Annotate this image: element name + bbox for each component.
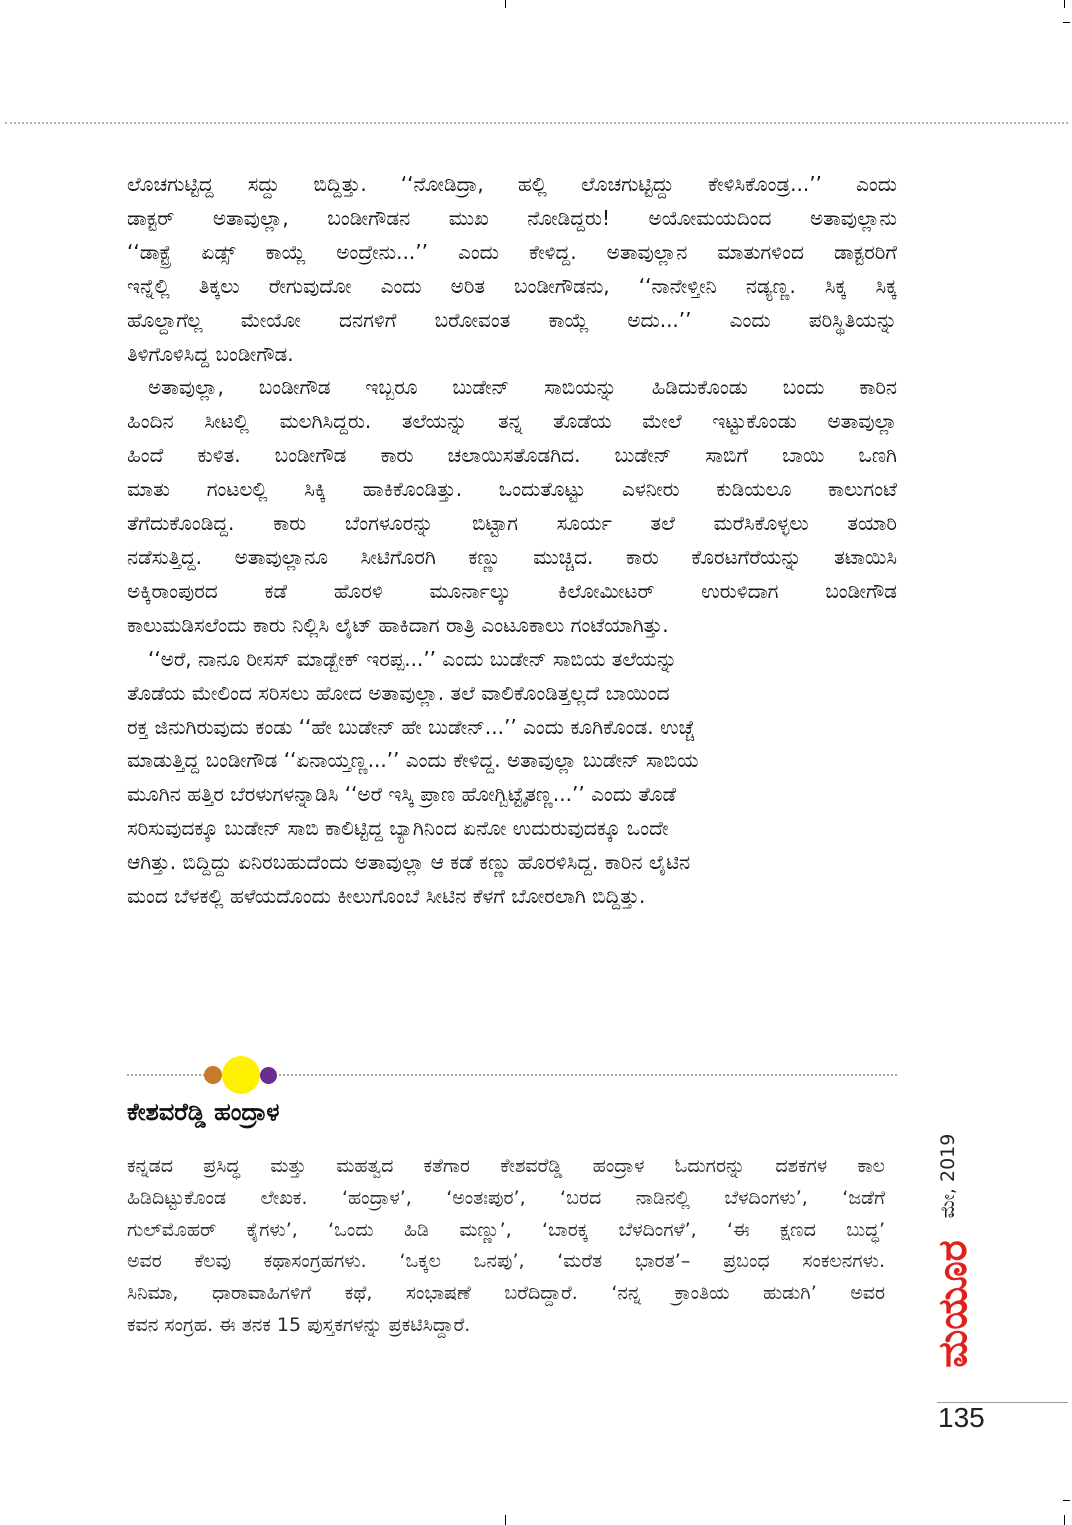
story-paragraph-1 xyxy=(127,168,897,371)
orange-dot-ornament xyxy=(204,1066,222,1084)
bio-line: ಅವರ ಕೆಲವು ಕಥಾಸಂಗ್ರಹಗಳು. ‘ಒಕ್ಕಲ ಒನಪು’, ‘ಮರೆತ ಭಾರತ’– ಪ್ರಬಂಧ ಸಂಕಲನಗಳು. xyxy=(127,1250,885,1273)
story-paragraph-2 xyxy=(127,371,897,642)
crop-mark xyxy=(505,0,506,8)
author-bio xyxy=(127,1151,885,1342)
top-dotted-rule xyxy=(5,122,1068,124)
story-paragraph-3 xyxy=(127,643,897,914)
story-line: ಅತಾವುಲ್ಲಾ, ಬಂಡೀಗೌಡ ಇಬ್ಬರೂ ಬುಡೇನ್ ಸಾಬಿಯನ್ನು ಹಿಡಿದುಕೊಂಡು ಬಂದು ಕಾರಿನ xyxy=(148,375,897,400)
issue-date: ಮೇ, 2019 xyxy=(937,1133,959,1219)
crop-mark xyxy=(1063,1500,1070,1501)
story-line: ಮಾಡುತ್ತಿದ್ದ ಬಂಡೀಗೌಡ ‘‘ಏನಾಯ್ತಣ್ಣ...’’ ಎಂದು ಕೇಳಿದ್ದ. ಅತಾವುಲ್ಲಾ ಬುಡೇನ್ ಸಾಬಿಯ xyxy=(127,748,699,773)
bio-line: ಕನ್ನಡದ ಪ್ರಸಿದ್ಧ ಮತ್ತು ಮಹತ್ವದ ಕತೆಗಾರ ಕೇಶವರೆಡ್ಡಿ ಹಂದ್ರಾಳ ಓದುಗರನ್ನು ದಶಕಗಳ ಕಾಲ xyxy=(127,1155,885,1177)
crop-mark xyxy=(1064,1515,1065,1525)
story-line: ಆಗಿತ್ತು. ಬಿದ್ದಿದ್ದು ಏನಿರಬಹುದೆಂದು ಅತಾವುಲ್ಲಾ ಆ ಕಡೆ ಕಣ್ಣು ಹೊರಳಿಸಿದ್ದ. ಕಾರಿನ ಲೈಟಿನ xyxy=(127,850,691,875)
story-line: ಸರಿಸುವುದಕ್ಕೂ ಬುಡೇನ್ ಸಾಬಿ ಕಾಲಿಟ್ಟಿದ್ದ ಬ್ಯಾಗಿನಿಂದ ಏನೋ ಉದುರುವುದಕ್ಕೂ ಒಂದೇ xyxy=(127,816,669,841)
yellow-dot-ornament xyxy=(222,1056,260,1094)
author-name: ಕೇಶವರೆಡ್ಡಿ ಹಂದ್ರಾಳ xyxy=(127,1098,280,1126)
page-number: 135 xyxy=(938,1402,985,1433)
bio-line: ಹಿಡಿದಿಟ್ಟುಕೊಂಡ ಲೇಖಕ. ‘ಹಂದ್ರಾಳ’, ‘ಅಂತಃಪುರ’, ‘ಬರದ ನಾಡಿನಲ್ಲಿ ಬೆಳದಿಂಗಳು’, ‘ಜಡೆಗೆ xyxy=(127,1186,885,1209)
crop-mark xyxy=(1064,0,1065,8)
story-line: ಹೊಲ್ದಾಗೆಲ್ಲ ಮೇಯೋ ದನಗಳಿಗೆ ಬರೋವಂತ ಕಾಯ್ಲೆ ಅದು...’’ ಎಂದು ಪರಿಸ್ಥಿತಿಯನ್ನು xyxy=(127,307,897,332)
story-line: ಲೊಚಗುಟ್ಟಿದ್ದ ಸದ್ದು ಬಿದ್ದಿತ್ತು. ‘‘ನೋಡಿದ್ರಾ, ಹಲ್ಲಿ ಲೊಚಗುಟ್ಟಿದ್ದು ಕೇಳಿಸಿಕೊಂಡ್ರ...’’ ಎಂದು xyxy=(127,172,897,196)
bio-line: ಸಿನಿಮಾ, ಧಾರಾವಾಹಿಗಳಿಗೆ ಕಥೆ, ಸಂಭಾಷಣೆ ಬರೆದಿದ್ದಾರೆ. ‘ನನ್ನ ಕ್ರಾಂತಿಯ ಹುಡುಗಿ’ ಅವರ xyxy=(127,1282,885,1305)
story-line: ಮೂಗಿನ ಹತ್ತಿರ ಬೆರಳುಗಳನ್ನಾಡಿಸಿ ‘‘ಅರೆ ಇಸ್ಕಿ ಪ್ರಾಣ ಹೋಗ್ಬಿಟ್ಟೈತಣ್ಣ...’’ ಎಂದು ತೊಡೆ xyxy=(127,782,677,807)
story-line: ಕಾಲುಮಡಿಸಲೆಂದು ಕಾರು ನಿಲ್ಲಿಸಿ ಲೈಟ್ ಹಾಕಿದಾಗ ರಾತ್ರಿ ಎಂಟೂಕಾಲು ಗಂಟೆಯಾಗಿತ್ತು. xyxy=(127,612,669,637)
story-line: ಇನ್ನೆಲ್ಲಿ ತಿಕ್ಕಲು ರೇಗುವುದೋ ಎಂದು ಅರಿತ ಬಂಡೀಗೌಡನು, ‘‘ನಾನೇಳ್ತೀನಿ ನಡ್ಯಣ್ಣ. ಸಿಕ್ಕ ಸಿಕ್ಕ xyxy=(127,273,897,298)
story-line: ‘‘ಡಾಕ್ಟ್ರೆ ಏಡ್ಸ್ ಕಾಯ್ಲೆ ಅಂದ್ರೇನು...’’ ಎಂದು ಕೇಳಿದ್ದ. ಅತಾವುಲ್ಲಾನ ಮಾತುಗಳಿಂದ ಡಾಕ್ಟರರಿಗೆ xyxy=(127,239,897,264)
bio-line: ಕವನ ಸಂಗ್ರಹ. ಈ ತನಕ 15 ಪುಸ್ತಕಗಳನ್ನು ಪ್ರಕಟಿಸಿದ್ದಾರೆ. xyxy=(127,1313,471,1336)
story-line: ನಡೆಸುತ್ತಿದ್ದ. ಅತಾವುಲ್ಲಾನೂ ಸೀಟಿಗೊರಗಿ ಕಣ್ಣು ಮುಚ್ಚಿದ. ಕಾರು ಕೊರಟಗೆರೆಯನ್ನು ತಟಾಯಿಸಿ xyxy=(127,544,897,569)
story-line: ಮಾತು ಗಂಟಲಲ್ಲಿ ಸಿಕ್ಕಿ ಹಾಕಿಕೊಂಡಿತ್ತು. ಒಂದುತೊಟ್ಟು ಎಳನೀರು ಕುಡಿಯಲೂ ಕಾಲುಗಂಟೆ xyxy=(127,477,897,502)
story-line: ಡಾಕ್ಟರ್ ಅತಾವುಲ್ಲಾ, ಬಂಡೀಗೌಡನ ಮುಖ ನೋಡಿದ್ದರು! ಅಯೋಮಯದಿಂದ ಅತಾವುಲ್ಲಾನು xyxy=(127,205,897,230)
story-text xyxy=(127,168,897,914)
story-line: ಮಂದ ಬೆಳಕಲ್ಲಿ ಹಳೆಯದೊಂದು ಕೀಲುಗೊಂಬೆ ಸೀಟಿನ ಕೆಳಗೆ ಬೋರಲಾಗಿ ಬಿದ್ದಿತ್ತು. xyxy=(127,884,646,909)
purple-dot-ornament xyxy=(260,1067,277,1084)
story-line: ತಿಳಿಗೊಳಿಸಿದ್ದ ಬಂಡೀಗೌಡ. xyxy=(127,341,294,366)
story-line: ರಕ್ತ ಜಿನುಗಿರುವುದು ಕಂಡು ‘‘ಹೇ ಬುಡೇನ್ ಹೇ ಬುಡೇನ್...’’ ಎಂದು ಕೂಗಿಕೊಂಡ. ಉಚ್ಚೆ xyxy=(127,714,695,739)
story-line: ‘‘ಅರೆ, ನಾನೂ ರೀಸಸ್ ಮಾಡ್ಬೇಕ್ ಇರಪ್ಪ...’’ ಎಂದು ಬುಡೇನ್ ಸಾಬಿಯ ತಲೆಯನ್ನು xyxy=(148,646,678,671)
story-line: ತೆಗೆದುಕೊಂಡಿದ್ದ. ಕಾರು ಬೆಂಗಳೂರನ್ನು ಬಿಟ್ಟಾಗ ಸೂರ್ಯ ತಲೆ ಮರೆಸಿಕೊಳ್ಳಲು ತಯಾರಿ xyxy=(127,511,897,536)
story-line: ತೊಡೆಯ ಮೇಲಿಂದ ಸರಿಸಲು ಹೋದ ಅತಾವುಲ್ಲಾ. ತಲೆ ವಾಲಿಕೊಂಡಿತ್ತಲ್ಲದೆ ಬಾಯಿಂದ xyxy=(127,680,670,705)
story-line: ಹಿಂದೆ ಕುಳಿತ. ಬಂಡೀಗೌಡ ಕಾರು ಚಲಾಯಿಸತೊಡಗಿದ. ಬುಡೇನ್ ಸಾಬಿಗೆ ಬಾಯಿ ಒಣಗಿ xyxy=(127,443,897,468)
bio-line: ಗುಲ್‌ಮೊಹರ್ ಕೈಗಳು’, ‘ಒಂದು ಹಿಡಿ ಮಣ್ಣು’, ‘ಬಾರಕ್ಕ ಬೆಳದಿಂಗಳೆ’, ‘ಈ ಕ್ಷಣದ ಬುದ್ಧ’ xyxy=(127,1218,885,1241)
magazine-logo: ಮಯೂರ xyxy=(930,1240,976,1368)
story-line: ಹಿಂದಿನ ಸೀಟಲ್ಲಿ ಮಲಗಿಸಿದ್ದರು. ತಲೆಯನ್ನು ತನ್ನ ತೊಡೆಯ ಮೇಲೆ ಇಟ್ಟುಕೊಂಡು ಅತಾವುಲ್ಲಾ xyxy=(127,409,897,434)
crop-mark xyxy=(505,1515,506,1525)
story-line: ಅಕ್ಕಿರಾಂಪುರದ ಕಡೆ ಹೊರಳಿ ಮೂರ್ನಾಲ್ಕು ಕಿಲೋಮೀಟರ್ ಉರುಳಿದಾಗ ಬಂಡೀಗೌಡ xyxy=(127,578,897,603)
crop-mark xyxy=(1063,22,1070,23)
